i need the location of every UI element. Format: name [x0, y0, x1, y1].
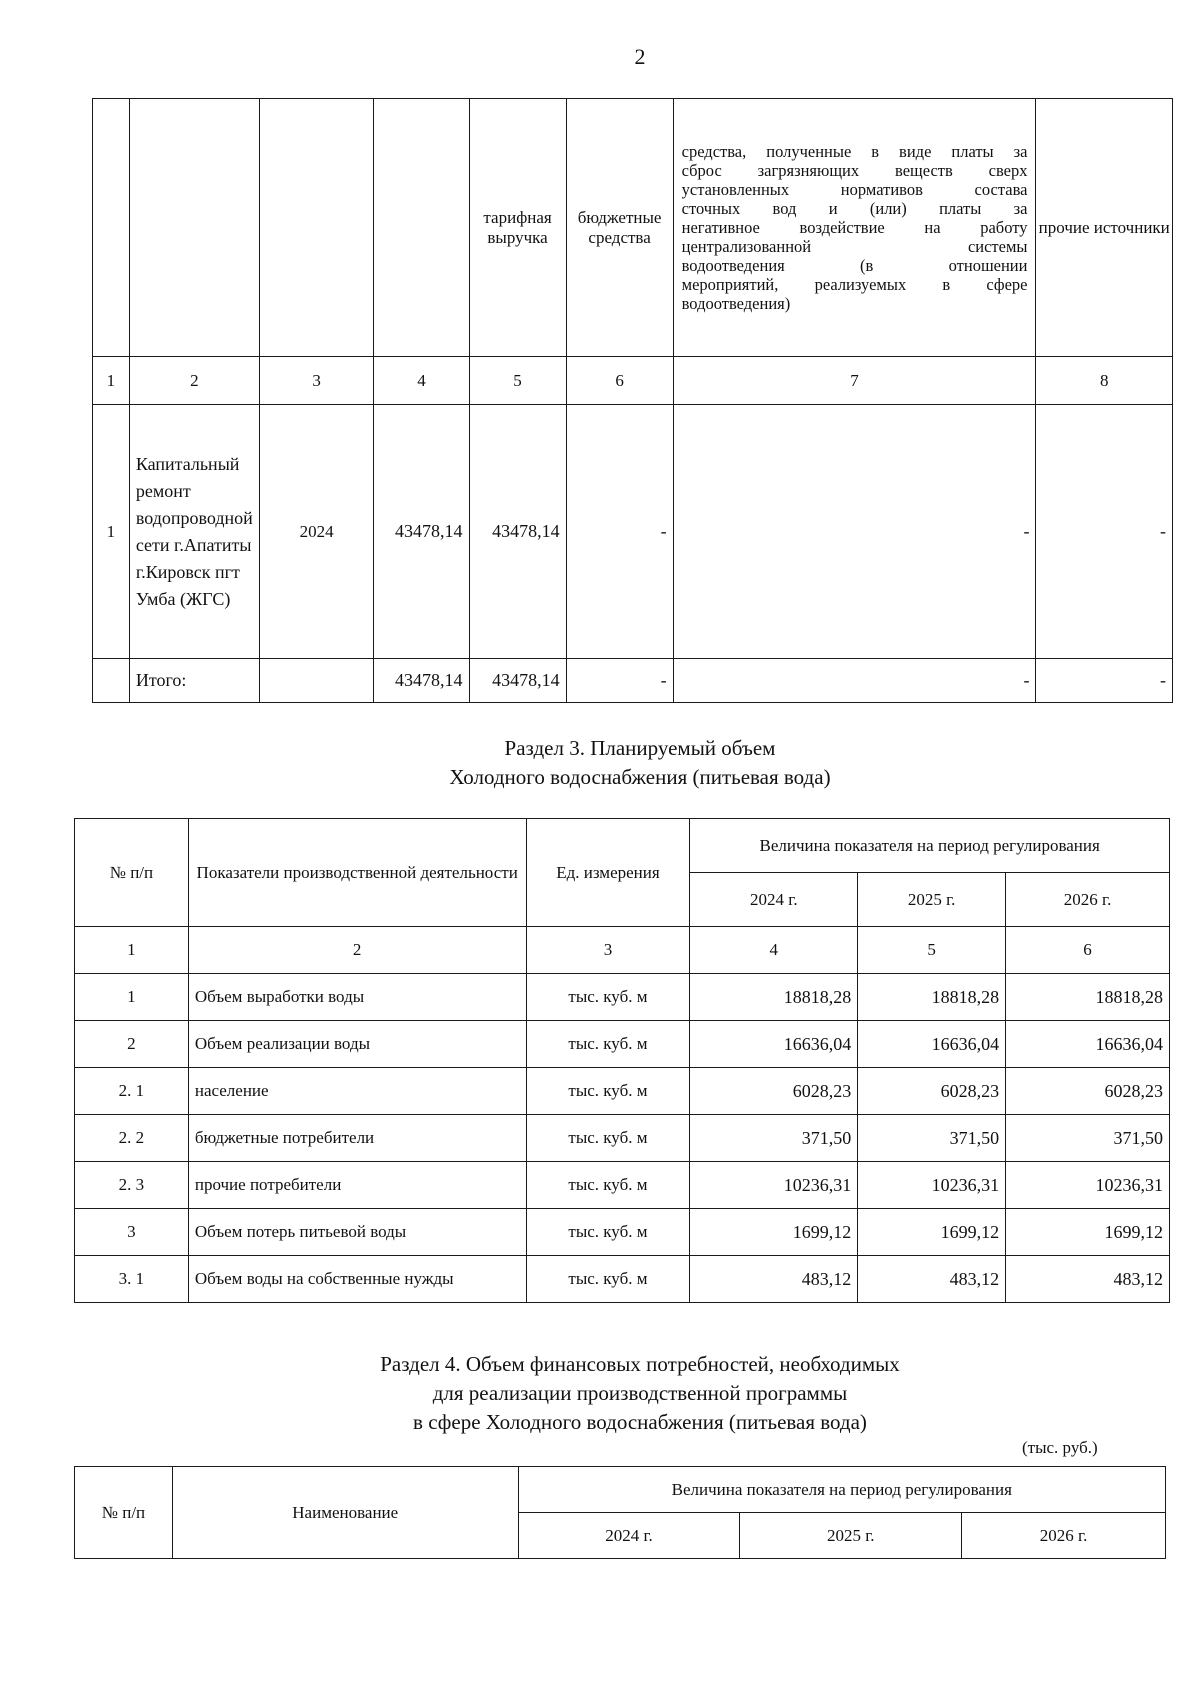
- row-name: бюджетные потребители: [188, 1115, 526, 1162]
- row-unit: тыс. куб. м: [526, 1068, 690, 1115]
- header-num: № п/п: [75, 1467, 173, 1559]
- col-number: 3: [526, 927, 690, 974]
- total-total: 43478,14: [374, 659, 469, 703]
- header-row: [93, 99, 1173, 357]
- section4-title-line1: Раздел 4. Объем финансовых потребностей, необходимых: [380, 1352, 900, 1376]
- row-unit: тыс. куб. м: [526, 1209, 690, 1256]
- row-name: Объем воды на собственные нужды: [188, 1256, 526, 1303]
- row-value-2024: 10236,31: [690, 1162, 858, 1209]
- section3-title-line1: Раздел 3. Планируемый объем: [504, 736, 776, 760]
- column-number-row: [75, 927, 1170, 974]
- row-value-2025: 6028,23: [858, 1068, 1006, 1115]
- units-label: (тыс. руб.): [1022, 1438, 1098, 1457]
- row-num: 2. 1: [75, 1068, 189, 1115]
- section3-title-line2: Холодного водоснабжения (питьевая вода): [449, 765, 831, 789]
- total-tariff: 43478,14: [469, 659, 566, 703]
- header-tariff: тарифная выручка: [469, 99, 566, 357]
- header-other: прочие источники: [1036, 99, 1173, 357]
- row-num: 1: [93, 405, 130, 659]
- row-value-2024: 483,12: [690, 1256, 858, 1303]
- row-unit: тыс. куб. м: [526, 1256, 690, 1303]
- row-num: 3. 1: [75, 1256, 189, 1303]
- header-funds-line: сточных вод и (или) платы за: [681, 199, 1028, 218]
- total-label: Итого:: [129, 659, 259, 703]
- row-name: прочие потребители: [188, 1162, 526, 1209]
- header-funds-line: централизованной системы: [681, 237, 1028, 256]
- col-number: 2: [188, 927, 526, 974]
- table-row: [75, 1256, 1170, 1303]
- total-num: [93, 659, 130, 703]
- section3-title: [0, 734, 1200, 792]
- table-row: [75, 1115, 1170, 1162]
- row-num: 2: [75, 1021, 189, 1068]
- col-number: 7: [673, 357, 1036, 405]
- header-funds-line: мероприятий, реализуемых в сфере: [681, 275, 1028, 294]
- header-year: 2026 г.: [962, 1513, 1166, 1559]
- row-value-2026: 16636,04: [1006, 1021, 1170, 1068]
- header-year: 2025 г.: [858, 873, 1006, 927]
- header-funds-line: сброс загрязняющих веществ сверх: [681, 161, 1028, 180]
- row-value-2026: 483,12: [1006, 1256, 1170, 1303]
- col-number: 6: [566, 357, 673, 405]
- row-value-2024: 371,50: [690, 1115, 858, 1162]
- header-cell-empty: [129, 99, 259, 357]
- col-number: 8: [1036, 357, 1173, 405]
- col-number: 1: [93, 357, 130, 405]
- col-number: 4: [374, 357, 469, 405]
- col-number: 4: [690, 927, 858, 974]
- row-num: 2. 2: [75, 1115, 189, 1162]
- header-cell-empty: [259, 99, 374, 357]
- row-value-2025: 10236,31: [858, 1162, 1006, 1209]
- col-number: 2: [129, 357, 259, 405]
- header-funds-line: негативное воздействие на работу: [681, 218, 1028, 237]
- table-row: [75, 1209, 1170, 1256]
- row-value-2025: 18818,28: [858, 974, 1006, 1021]
- col-number: 6: [1006, 927, 1170, 974]
- row-year: 2024: [259, 405, 374, 659]
- col-number: 1: [75, 927, 189, 974]
- header-funds-line: водоотведения): [681, 294, 791, 313]
- header-year: 2024 г.: [690, 873, 858, 927]
- table-row: [75, 1021, 1170, 1068]
- finance-table: [74, 1466, 1166, 1559]
- row-budget: -: [566, 405, 673, 659]
- row-other: -: [1036, 405, 1173, 659]
- row-value-2025: 1699,12: [858, 1209, 1006, 1256]
- column-number-row: [93, 357, 1173, 405]
- row-name: Объем реализации воды: [188, 1021, 526, 1068]
- row-num: 3: [75, 1209, 189, 1256]
- section4-title: [0, 1350, 1200, 1437]
- row-value-2026: 10236,31: [1006, 1162, 1170, 1209]
- row-value-2024: 1699,12: [690, 1209, 858, 1256]
- header-funds-line: водоотведения (в отношении: [681, 256, 1028, 275]
- total-row: [93, 659, 1173, 703]
- total-other: -: [1036, 659, 1173, 703]
- row-num: 2. 3: [75, 1162, 189, 1209]
- header-row: [75, 1467, 1166, 1513]
- col-number: 3: [259, 357, 374, 405]
- row-unit: тыс. куб. м: [526, 1162, 690, 1209]
- table-row: [75, 1162, 1170, 1209]
- row-value-2024: 18818,28: [690, 974, 858, 1021]
- row-unit: тыс. куб. м: [526, 1021, 690, 1068]
- row-value-2026: 1699,12: [1006, 1209, 1170, 1256]
- row-name: Объем выработки воды: [188, 974, 526, 1021]
- header-funds-line: средства, полученные в виде платы за: [681, 142, 1028, 161]
- row-value-2025: 371,50: [858, 1115, 1006, 1162]
- header-indicator: Показатели производственной деятельности: [188, 819, 526, 927]
- row-value-2026: 371,50: [1006, 1115, 1170, 1162]
- header-name: Наименование: [172, 1467, 518, 1559]
- row-value-2024: 16636,04: [690, 1021, 858, 1068]
- header-year: 2024 г.: [518, 1513, 740, 1559]
- row-name: Капитальный ремонт водопроводной сети г.Апатиты г.Кировск пгт Умба (ЖГС): [129, 405, 259, 659]
- col-number: 5: [469, 357, 566, 405]
- header-num: № п/п: [75, 819, 189, 927]
- row-unit: тыс. куб. м: [526, 974, 690, 1021]
- row-num: 1: [75, 974, 189, 1021]
- table-row: [93, 405, 1173, 659]
- header-year: 2026 г.: [1006, 873, 1170, 927]
- header-unit: Ед. измерения: [526, 819, 690, 927]
- row-name: население: [188, 1068, 526, 1115]
- row-name: Объем потерь питьевой воды: [188, 1209, 526, 1256]
- total-budget: -: [566, 659, 673, 703]
- header-row: [75, 819, 1170, 873]
- row-value-2025: 483,12: [858, 1256, 1006, 1303]
- header-period: Величина показателя на период регулирования: [518, 1467, 1165, 1513]
- row-value-2024: 6028,23: [690, 1068, 858, 1115]
- page-number: 2: [634, 44, 646, 69]
- row-value-2026: 6028,23: [1006, 1068, 1170, 1115]
- row-unit: тыс. куб. м: [526, 1115, 690, 1162]
- table-row: [75, 1068, 1170, 1115]
- total-funds: -: [673, 659, 1036, 703]
- row-value-2026: 18818,28: [1006, 974, 1170, 1021]
- volume-table: [74, 818, 1170, 1303]
- row-tariff: 43478,14: [469, 405, 566, 659]
- header-budget: бюджетные средства: [566, 99, 673, 357]
- row-funds: -: [673, 405, 1036, 659]
- row-value-2025: 16636,04: [858, 1021, 1006, 1068]
- header-funds: [673, 99, 1036, 357]
- header-cell-empty: [374, 99, 469, 357]
- header-period: Величина показателя на период регулирования: [690, 819, 1170, 873]
- section4-title-line3: в сфере Холодного водоснабжения (питьевая вода): [413, 1410, 867, 1434]
- total-year: [259, 659, 374, 703]
- table-row: [75, 974, 1170, 1021]
- section4-title-line2: для реализации производственной программы: [432, 1381, 848, 1405]
- header-funds-line: установленных нормативов состава: [681, 180, 1028, 199]
- row-total: 43478,14: [374, 405, 469, 659]
- header-year: 2025 г.: [740, 1513, 962, 1559]
- header-cell-empty: [93, 99, 130, 357]
- col-number: 5: [858, 927, 1006, 974]
- funding-table: [92, 98, 1173, 703]
